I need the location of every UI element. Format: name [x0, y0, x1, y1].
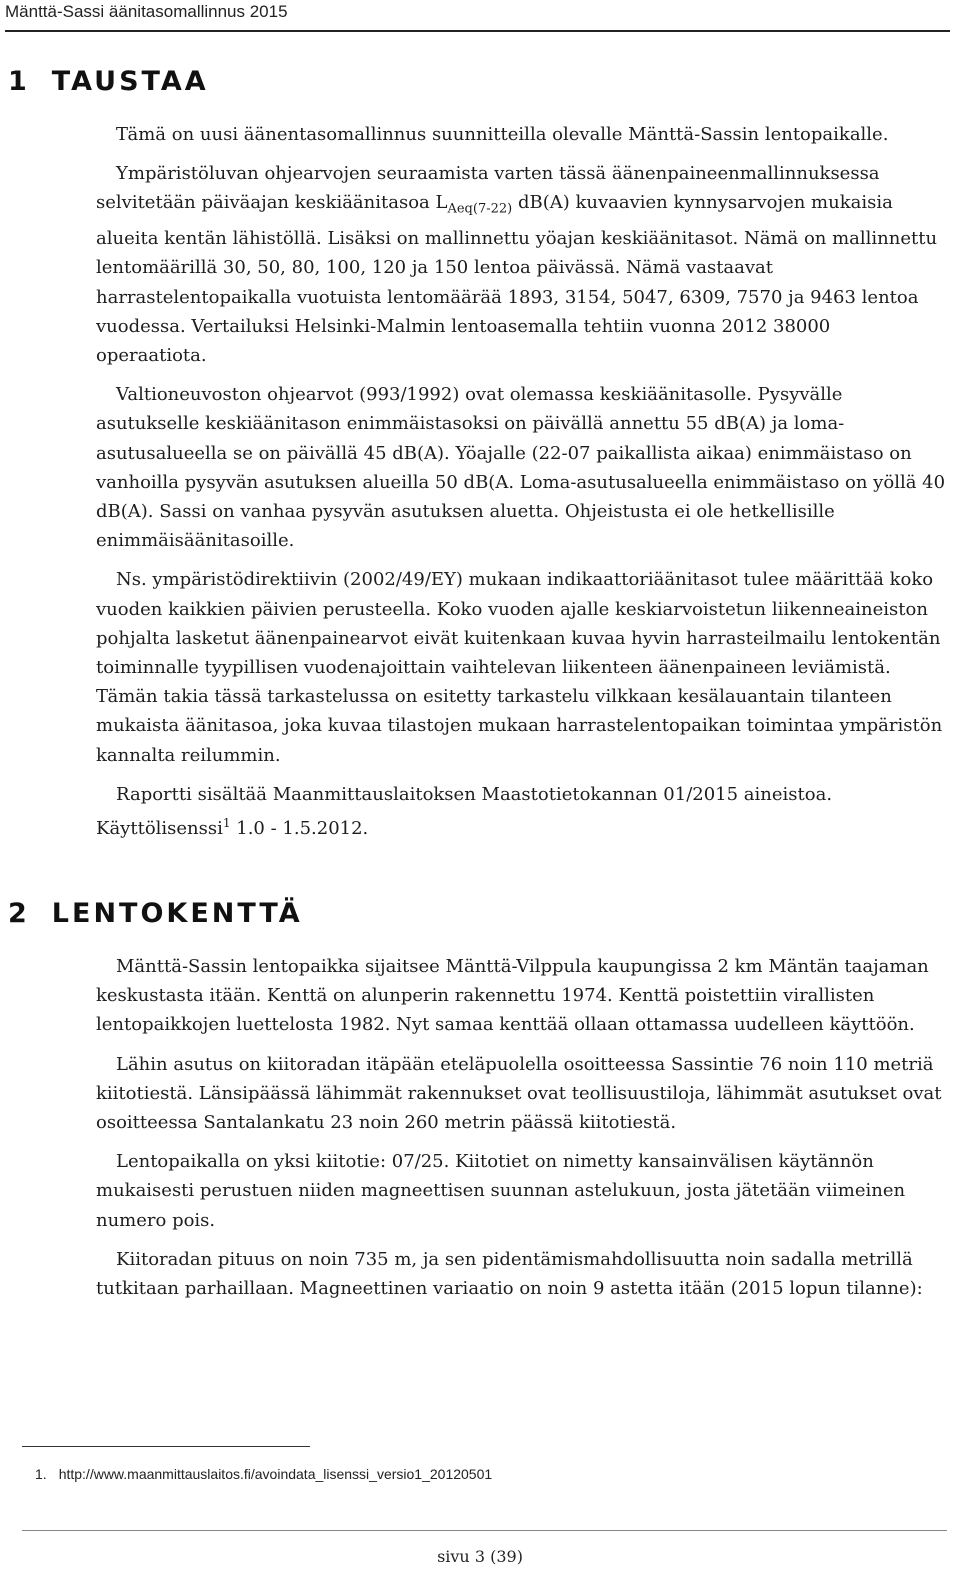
footer-divider — [22, 1530, 947, 1531]
section-1-heading — [8, 66, 209, 97]
section-2-title: LENTOKENTTÄ — [51, 898, 303, 929]
paragraph: Lentopaikalla on yksi kiitotie: 07/25. Kiitotiet on nimetty kansainvälisen käytännön mukaisesti perustuen niiden magneettisen suunnan astelukuun, josta jätetään viimeinen numero pois. — [96, 1151, 906, 1231]
subscript: Aeq(7-22) — [447, 202, 513, 217]
page-number: sivu 3 (39) — [437, 1547, 523, 1566]
section-1-body — [96, 120, 946, 853]
section-2-body — [96, 952, 946, 1313]
footnote-divider — [22, 1446, 310, 1447]
section-2-number: 2 — [8, 898, 30, 929]
paragraph: Lähin asutus on kiitoradan itäpään eteläpuolella osoitteessa Sassintie 76 noin 110 metriä kiitotiestä. Länsipäässä lähimmät rakennukset ovat teollisuustiloja, lähimmät asutukset ovat osoitteessa Santalankatu 23 noin 260 metrin päässä kiitotiestä. — [96, 1053, 942, 1134]
footnote-link[interactable]: http://www.maanmittauslaitos.fi/avoindata_lisenssi_versio1_20120501 — [58, 1466, 493, 1482]
paragraph: Kiitoradan pituus on noin 735 m, ja sen pidentämismahdollisuutta noin sadalla metrillä tutkitaan parhaillaan. Magneettinen variaatio on noin 9 astetta itään (2015 lopun tilanne): — [96, 1248, 923, 1300]
paragraph: Raportti sisältää Maanmittauslaitoksen Maastotietokannan 01/2015 aineistoa. Käyttölisenssi$^1$ 1.0 - 1.5.2012. — [96, 783, 833, 840]
footnote — [35, 1466, 492, 1482]
section-1-number: 1 — [8, 66, 30, 97]
footnote-number: 1. — [35, 1466, 47, 1482]
section-2-heading — [8, 898, 303, 929]
paragraph: Ympäristöluvan ohjearvojen seuraamista varten tässä äänenpaineenmallinnuksessa selvitetään päiväajan keskiäänitasoa $L_{Aeq(7-22)}$ dB(A) kuvaavien kynnysarvojen mukaisia alueita kentän lähistöllä. Lisäksi on mallinnettu yöajan keskiäänitasot. Nämä on mallinnettu lentomäärillä 30, 50, 80, 100, 120 ja 150 lentoa päivässä. Nämä vastaavat harrastelentopaikalla vuotuista lentomäärää 1893, 3154, 5047, 6309, 7570 ja 9463 lentoa vuodessa. Vertailuksi Helsinki-Malmin lentoasemalla tehtiin vuonna 2012 38000 operaatiota. — [96, 163, 938, 367]
paragraph: Valtioneuvoston ohjearvot (993/1992) ovat olemassa keskiäänitasolle. Pysyvälle asutukselle keskiäänitason enimmäistasoksi on päivällä annettu 55 dB(A) ja loma-asutusalueella se on päivällä 45 dB(A). Yöajalle (22-07 paikallista aikaa) enimmäistaso on vanhoilla pysyvän asutuksen alueilla 50 dB(A. Loma-asutusalueella enimmäistaso on yöllä 40 dB(A). Sassi on vanhaa pysyvän asutuksen aluetta. Ohjeistusta ei ole hetkellisille enimmäisäänitasoille. — [96, 384, 946, 552]
running-header — [5, 0, 950, 32]
footnote-ref[interactable]: 1 — [222, 816, 231, 831]
paragraph: Mänttä-Sassin lentopaikka sijaitsee Mänttä-Vilppula kaupungissa 2 km Mäntän taajaman keskustasta itään. Kenttä on alunperin rakennettu 1974. Kenttä poistettiin virallisten lentopaikkojen luettelosta 1982. Nyt samaa kenttää ollaan ottamassa uudelleen käyttöön. — [96, 956, 929, 1036]
header-title: Mänttä-Sassi äänitasomallinnus 2015 — [5, 2, 288, 21]
paragraph: Ns. ympäristödirektiivin (2002/49/EY) mukaan indikaattoriäänitasot tulee määrittää koko vuoden kaikkien päivien perusteella. Koko vuoden ajalle keskiarvoistetun liikenneaineiston pohjalta lasketut äänenpainearvot eivät kuitenkaan kuvaa hyvin harrasteilmailu lentokentän toiminnalle tyypillisen vuodenajoittain vaihtelevan liikenteen äänenpaineen leviämistä. Tämän takia tässä tarkastelussa on esitetty tarkastelu vilkkaan kesälauantain tilanteen mukaista äänitasoa, joka kuvaa tilastojen mukaan harrastelentopaikan toimintaa ympäristön kannalta reilummin. — [96, 569, 943, 766]
paragraph: Tämä on uusi äänentasomallinnus suunnitteilla olevalle Mänttä-Sassin lentopaikalle. — [116, 124, 889, 145]
section-1-title: TAUSTAA — [51, 66, 209, 97]
